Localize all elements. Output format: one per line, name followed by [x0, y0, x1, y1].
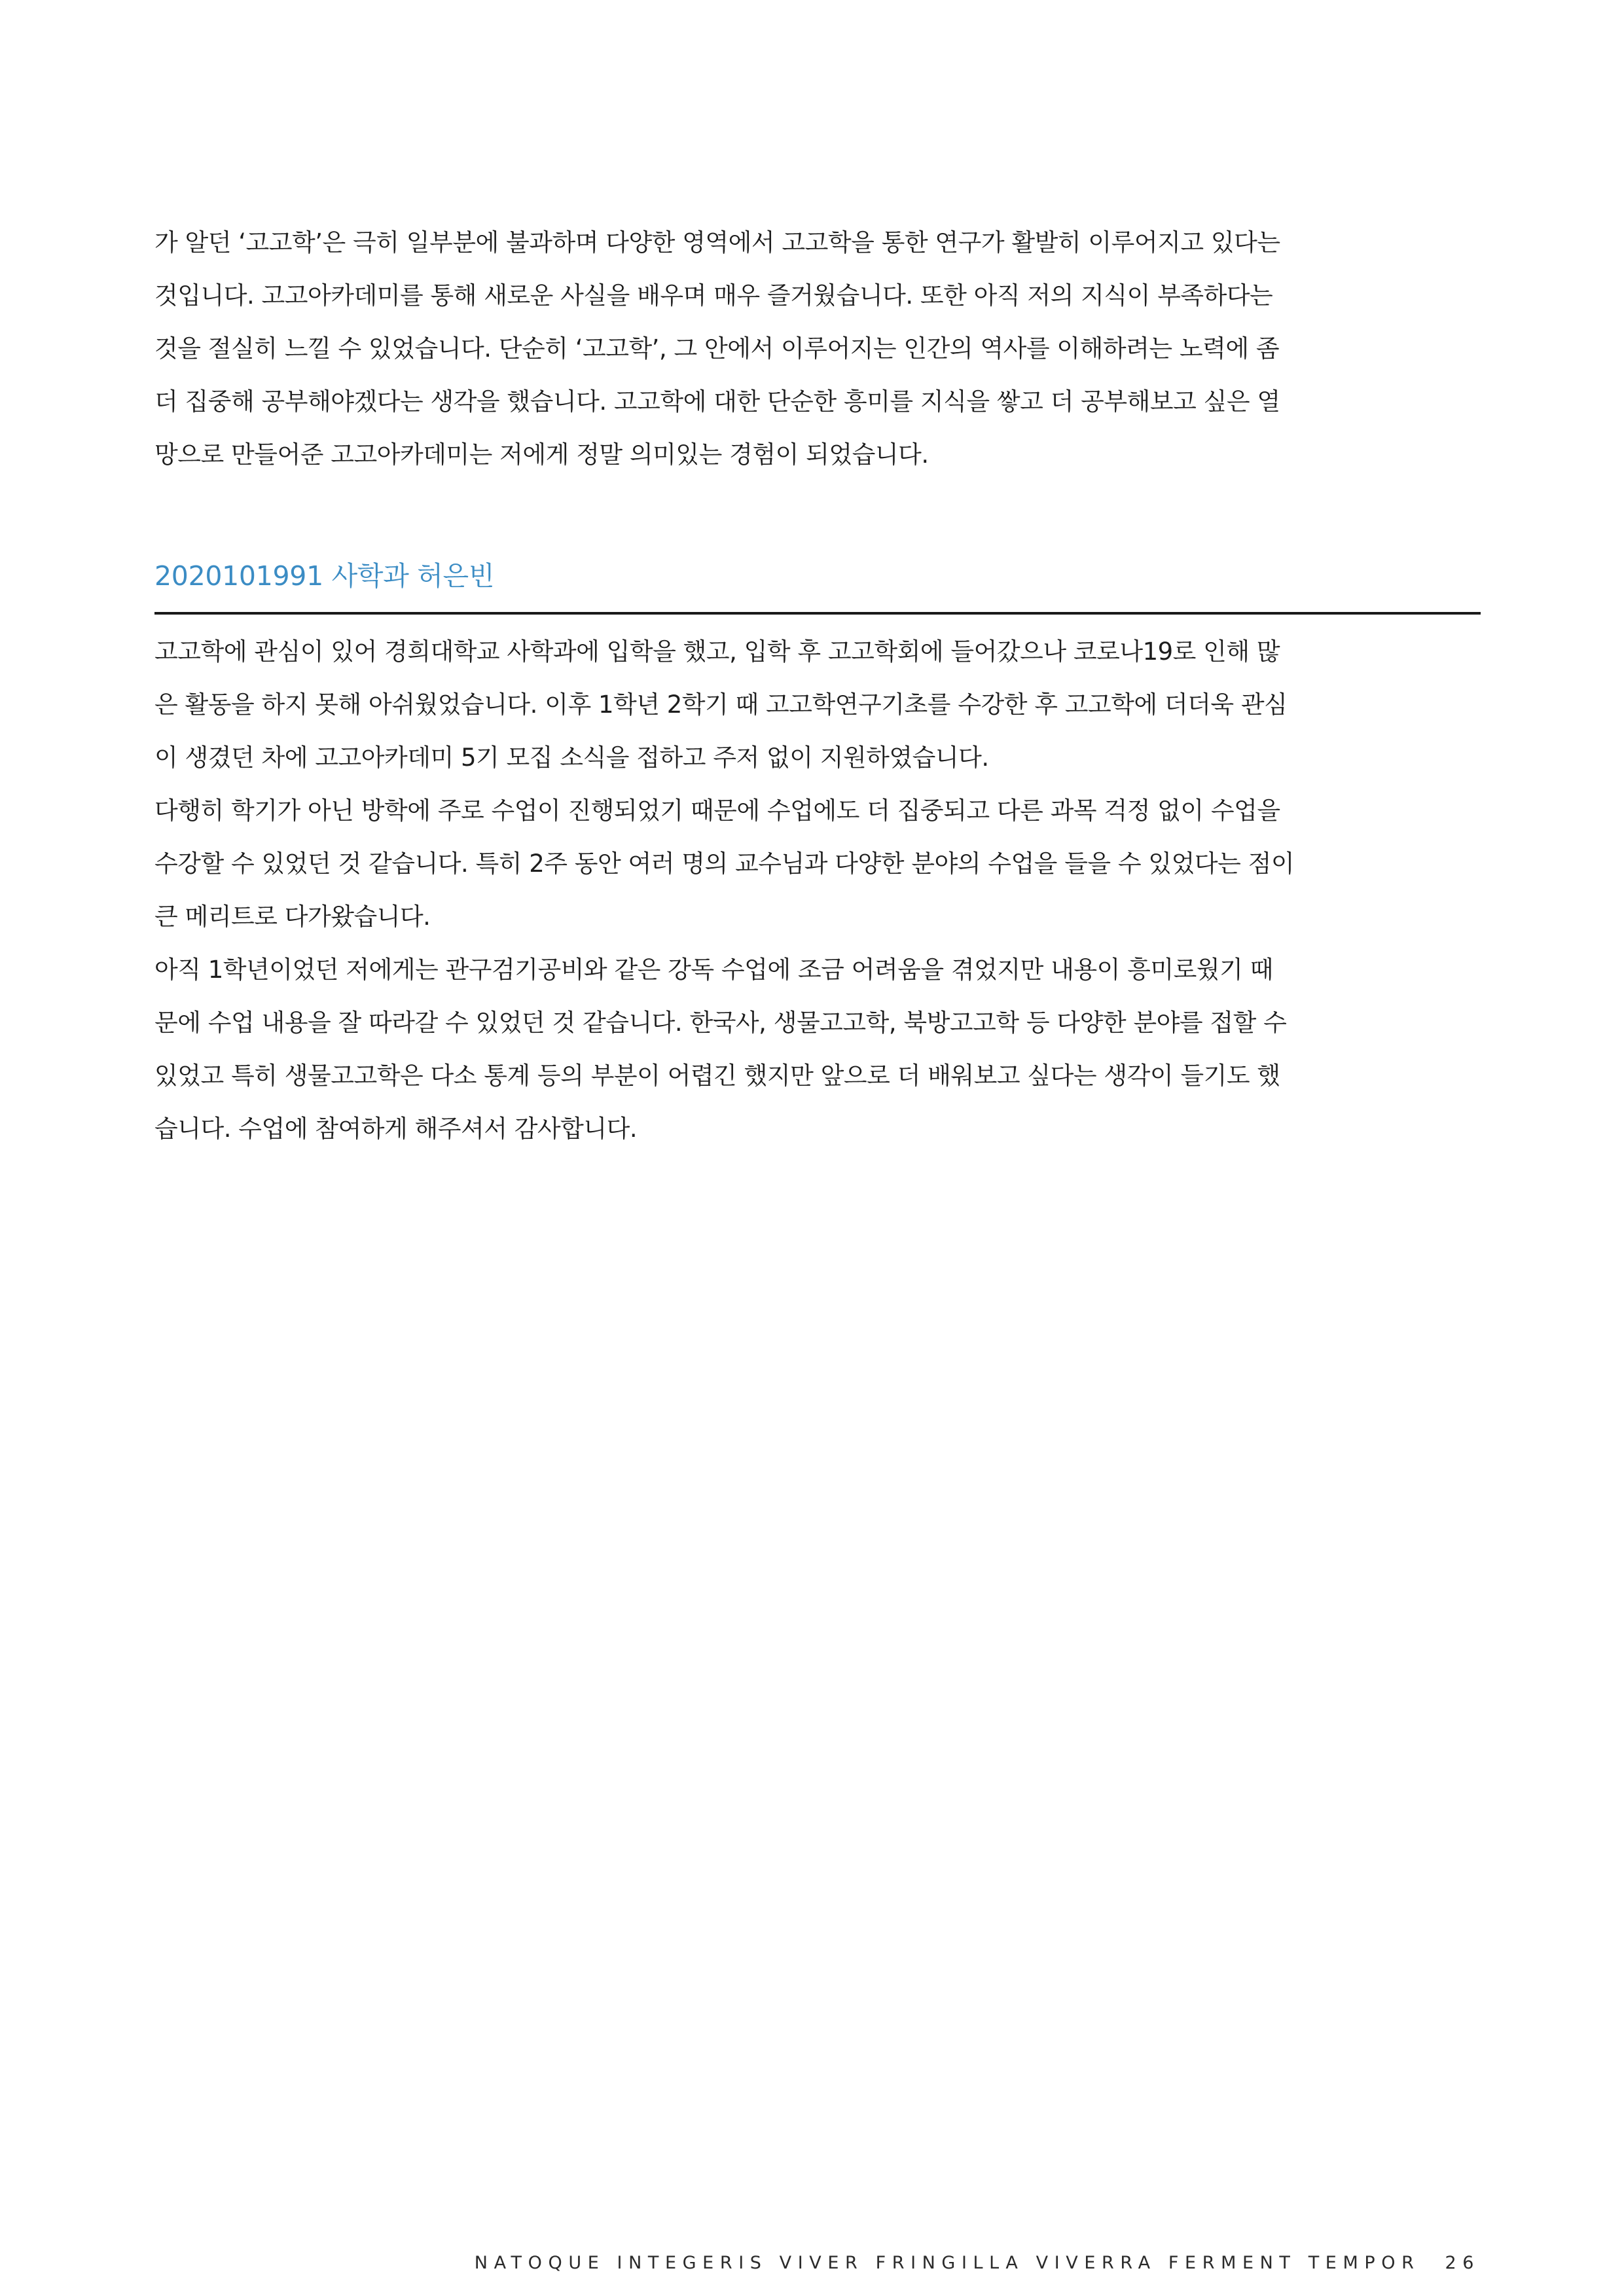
text-line: 더 집중해 공부해야겠다는 생각을 했습니다. 고고학에 대한 단순한 흥미를 지식을 쌓고 더 공부해보고 싶은 열 [154, 387, 1280, 416]
text-line: 고고학에 관심이 있어 경희대학교 사학과에 입학을 했고, 입학 후 고고학회에 들어갔으나 코로나19로 인해 많 [154, 637, 1280, 666]
running-title: NATOQUE INTEGERIS VIVER FRINGILLA VIVERRA FERMENT TEMPOR [474, 2253, 1420, 2273]
text-line: 문에 수업 내용을 잘 따라갈 수 있었던 것 같습니다. 한국사, 생물고고학, 북방고고학 등 다양한 분야를 접할 수 [154, 1009, 1287, 1037]
text-line: 것을 절실히 느낄 수 있었습니다. 단순히 ‘고고학’, 그 안에서 이루어지는 인간의 역사를 이해하려는 노력에 좀 [154, 334, 1280, 363]
text-line: 은 활동을 하지 못해 아쉬웠었습니다. 이후 1학년 2학기 때 고고학연구기초를 수강한 후 고고학에 더더욱 관심 [154, 691, 1288, 719]
section-divider [154, 612, 1481, 615]
text-line: 있었고 특히 생물고고학은 다소 통계 등의 부분이 어렵긴 했지만 앞으로 더 배워보고 싶다는 생각이 들기도 했 [154, 1062, 1280, 1090]
text-line: 이 생겼던 차에 고고아카데미 5기 모집 소식을 접하고 주저 없이 지원하였습니다. [154, 744, 989, 772]
page-footer [475, 2250, 1480, 2276]
section-heading: 2020101991 사학과 허은빈 [154, 560, 495, 592]
section-body [154, 625, 1333, 1155]
text-line: 습니다. 수업에 참여하게 해주셔서 감사합니다. [154, 1115, 638, 1143]
text-line: 아직 1학년이었던 저에게는 관구검기공비와 같은 강독 수업에 조금 어려움을 겪었지만 내용이 흥미로웠기 때 [154, 956, 1273, 984]
intro-paragraph [154, 216, 1333, 481]
text-line: 가 알던 ‘고고학’은 극히 일부분에 불과하며 다양한 영역에서 고고학을 통한 연구가 활발히 이루어지고 있다는 [154, 228, 1280, 257]
text-line: 망으로 만들어준 고고아카데미는 저에게 정말 의미있는 경험이 되었습니다. [154, 440, 929, 469]
text-line: 다행히 학기가 아닌 방학에 주로 수업이 진행되었기 때문에 수업에도 더 집중되고 다른 과목 걱정 없이 수업을 [154, 797, 1280, 825]
page-number: 26 [1445, 2253, 1480, 2273]
text-line: 큰 메리트로 다가왔습니다. [154, 903, 431, 931]
text-line: 수강할 수 있었던 것 같습니다. 특히 2주 동안 여러 명의 교수님과 다양한 분야의 수업을 들을 수 있었다는 점이 [154, 850, 1295, 878]
text-line: 것입니다. 고고아카데미를 통해 새로운 사실을 배우며 매우 즐거웠습니다. 또한 아직 저의 지식이 부족하다는 [154, 281, 1273, 310]
